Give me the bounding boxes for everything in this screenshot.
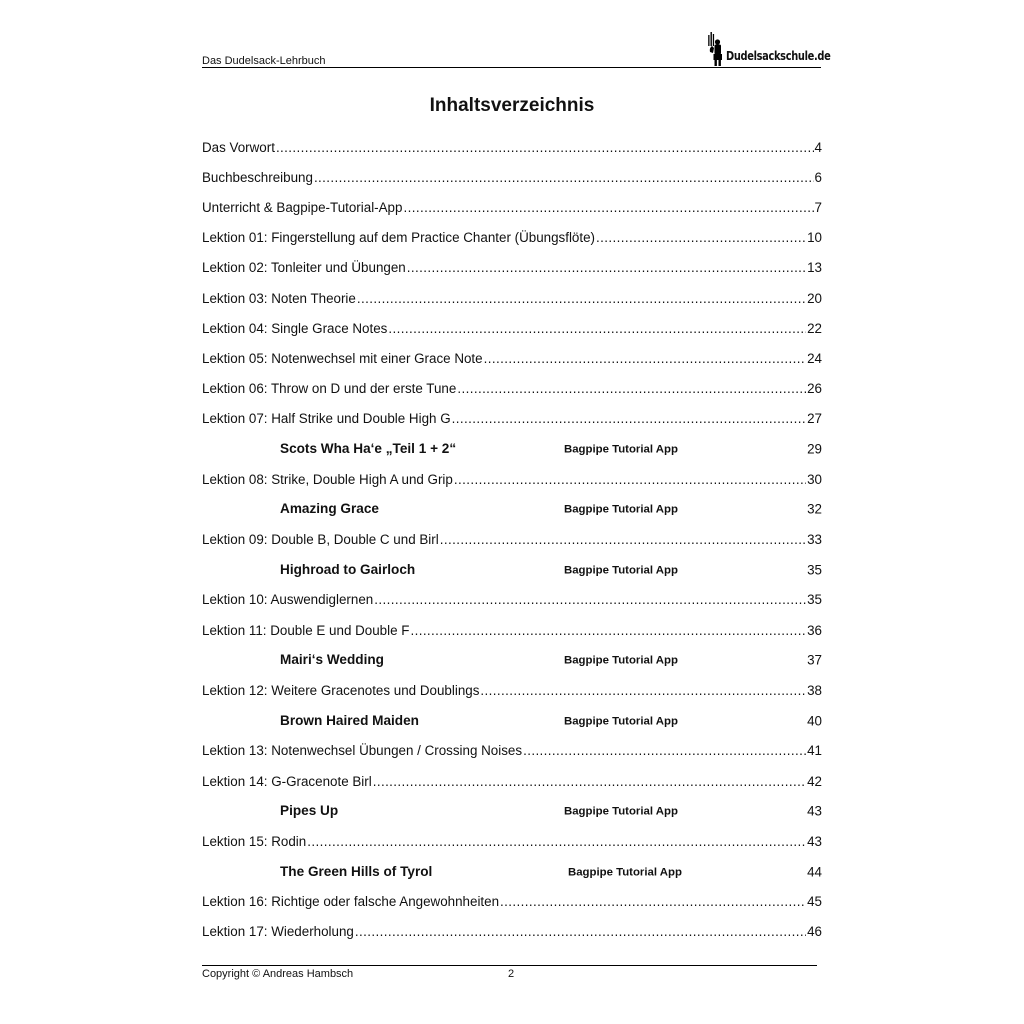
toc-entry-page: 30 (807, 471, 822, 487)
toc-entry-page: 27 (807, 411, 822, 427)
toc-tune-title: Scots Wha Ha‘e „Teil 1 + 2“ (280, 440, 457, 456)
dot-leader (523, 743, 806, 758)
toc-entry-line (202, 291, 822, 306)
toc-entry-label: Lektion 17: Wiederholung (202, 924, 354, 940)
toc-entry-page: 20 (807, 290, 822, 306)
toc-entry-page: 46 (807, 924, 822, 940)
toc-entry-label: Lektion 16: Richtige oder falsche Angewohnheiten (202, 894, 500, 910)
toc-entry-label: Lektion 05: Notenwechsel mit einer Grace Note (202, 350, 483, 366)
toc-entry-label: Lektion 11: Double E und Double F (202, 622, 410, 638)
dot-leader (403, 200, 813, 215)
toc-entry (202, 374, 822, 404)
page-title: Inhaltsverzeichnis (429, 95, 595, 116)
header-divider (202, 67, 821, 68)
toc-entry-label: Buchbeschreibung (202, 169, 313, 185)
toc-tune-page: 40 (807, 713, 822, 729)
toc-entry-page: 36 (807, 622, 822, 638)
toc-entry-line (202, 834, 822, 849)
toc-tune-title: Mairi‘s Wedding (280, 652, 384, 668)
toc-tune-line (202, 796, 822, 826)
dot-leader (480, 683, 806, 698)
dot-leader (454, 472, 806, 487)
dot-leader (410, 623, 806, 638)
dot-leader (452, 411, 806, 426)
running-header-title: Das Dudelsack-Lehrbuch (202, 55, 326, 67)
toc-entry (202, 464, 822, 494)
dot-leader (500, 894, 806, 909)
toc-entry-line (202, 230, 822, 245)
toc-entry (202, 585, 822, 615)
toc-tune (202, 796, 822, 826)
toc-entry-label: Lektion 06: Throw on D und der erste Tune (202, 381, 457, 397)
toc-entry (202, 826, 822, 856)
toc-entry-page: 38 (807, 682, 822, 698)
toc-tune (202, 555, 822, 585)
dot-leader (373, 774, 806, 789)
toc-entry-line (202, 411, 822, 426)
footer-page-number: 2 (508, 968, 515, 980)
toc-tune-app: Bagpipe Tutorial App (564, 805, 678, 818)
toc-tune-app: Bagpipe Tutorial App (568, 866, 682, 879)
toc-entry (202, 253, 822, 283)
toc-entry-label: Lektion 01: Fingerstellung auf dem Practice Chanter (Übungsflöte) (202, 230, 596, 246)
logo-text: Dudelsackschule.de (726, 49, 831, 63)
toc-entry-label: Lektion 12: Weitere Gracenotes und Doublings (202, 682, 480, 698)
toc-entry-label: Lektion 14: G-Gracenote Birl (202, 773, 372, 789)
toc-tune-page: 43 (807, 803, 822, 819)
toc-entry (202, 615, 822, 645)
dot-leader (357, 291, 806, 306)
toc-tune-title: Pipes Up (280, 802, 339, 818)
toc-entry-line (202, 924, 822, 939)
toc-entry-page: 45 (807, 894, 822, 910)
toc-entry-line (202, 743, 822, 758)
toc-entry (202, 343, 822, 373)
toc-tune-page: 29 (807, 441, 822, 457)
toc-entry-line (202, 200, 822, 215)
toc-tune-title: Highroad to Gairloch (280, 561, 416, 577)
toc-entry-line (202, 592, 822, 607)
bagpiper-icon (707, 32, 725, 66)
toc-entry-page: 43 (807, 833, 822, 849)
toc-tune-app: Bagpipe Tutorial App (564, 503, 678, 516)
toc-entry-page: 6 (814, 169, 822, 185)
toc-tune-page: 44 (807, 864, 822, 880)
toc-entry-page: 4 (814, 139, 822, 155)
dot-leader (440, 532, 806, 547)
toc-entry-page: 22 (807, 320, 822, 336)
toc-entry-page: 26 (807, 381, 822, 397)
toc-tune-app: Bagpipe Tutorial App (564, 564, 678, 577)
toc-entry-line (202, 381, 822, 396)
dot-leader (407, 260, 806, 275)
toc-tune (202, 706, 822, 736)
toc-tune-app: Bagpipe Tutorial App (564, 654, 678, 667)
toc-entry-label: Lektion 04: Single Grace Notes (202, 320, 388, 336)
toc-entry-label: Lektion 08: Strike, Double High A und Grip (202, 471, 453, 487)
toc-entry-line (202, 894, 822, 909)
toc-entry-line (202, 351, 822, 366)
toc-entry (202, 766, 822, 796)
toc-entry-line (202, 472, 822, 487)
toc-entry-page: 10 (807, 230, 822, 246)
toc-entry (202, 162, 822, 192)
toc-entry (202, 736, 822, 766)
toc-entry (202, 283, 822, 313)
toc-entry-page: 41 (807, 743, 822, 759)
dudelsackschule-logo (707, 32, 853, 66)
toc-entry (202, 917, 822, 947)
toc-entry-label: Das Vorwort (202, 139, 275, 155)
toc-entry-page: 7 (814, 199, 822, 215)
toc-entry (202, 404, 822, 434)
toc-entry-label: Lektion 13: Notenwechsel Übungen / Crossing Noises (202, 743, 523, 759)
toc-entry-line (202, 321, 822, 336)
dot-leader (355, 924, 806, 939)
dot-leader (374, 592, 806, 607)
toc-tune-line (202, 434, 822, 464)
toc-entry (202, 313, 822, 343)
dot-leader (276, 140, 814, 155)
dot-leader (596, 230, 806, 245)
toc-tune-page: 35 (807, 562, 822, 578)
toc-entry-page: 42 (807, 773, 822, 789)
toc-tune-title: The Green Hills of Tyrol (280, 863, 433, 879)
toc-tune-page: 32 (807, 501, 822, 517)
toc-tune-page: 37 (807, 652, 822, 668)
dot-leader (307, 834, 806, 849)
toc-entry-line (202, 170, 822, 185)
toc-tune (202, 494, 822, 524)
toc-entry (202, 524, 822, 554)
toc-tune-title: Amazing Grace (280, 501, 379, 517)
toc-entry-line (202, 140, 822, 155)
toc-entry-line (202, 532, 822, 547)
toc-tune-line (202, 857, 822, 887)
dot-leader (484, 351, 806, 366)
toc-tune-line (202, 645, 822, 675)
toc-entry-label: Lektion 07: Half Strike und Double High G (202, 411, 451, 427)
toc-entry-label: Lektion 10: Auswendiglernen (202, 592, 374, 608)
toc-tune (202, 645, 822, 675)
toc-entry-line (202, 623, 822, 638)
toc-entry-line (202, 260, 822, 275)
footer-copyright: Copyright © Andreas Hambsch (202, 968, 354, 980)
toc-entry-page: 24 (807, 350, 822, 366)
toc-tune-line (202, 555, 822, 585)
toc-entry (202, 223, 822, 253)
toc-entry (202, 887, 822, 917)
toc-entry-page: 13 (807, 260, 822, 276)
table-of-contents (202, 132, 822, 947)
toc-tune-app: Bagpipe Tutorial App (564, 715, 678, 728)
toc-tune (202, 857, 822, 887)
toc-entry-page: 35 (807, 592, 822, 608)
toc-entry-label: Unterricht & Bagpipe-Tutorial-App (202, 199, 403, 215)
toc-entry-line (202, 683, 822, 698)
toc-entry (202, 132, 822, 162)
dot-leader (314, 170, 814, 185)
toc-entry-label: Lektion 09: Double B, Double C und Birl (202, 532, 439, 548)
toc-entry-page: 33 (807, 532, 822, 548)
toc-entry (202, 675, 822, 705)
footer-divider (202, 965, 817, 966)
dot-leader (457, 381, 806, 396)
toc-tune-line (202, 494, 822, 524)
toc-entry-line (202, 774, 822, 789)
toc-entry-label: Lektion 15: Rodin (202, 833, 307, 849)
toc-tune-app: Bagpipe Tutorial App (564, 443, 678, 456)
dot-leader (388, 321, 806, 336)
toc-entry-label: Lektion 03: Noten Theorie (202, 290, 356, 306)
toc-tune-title: Brown Haired Maiden (280, 712, 419, 728)
toc-tune (202, 434, 822, 464)
toc-tune-line (202, 706, 822, 736)
toc-entry-label: Lektion 02: Tonleiter und Übungen (202, 260, 406, 276)
toc-entry (202, 192, 822, 222)
